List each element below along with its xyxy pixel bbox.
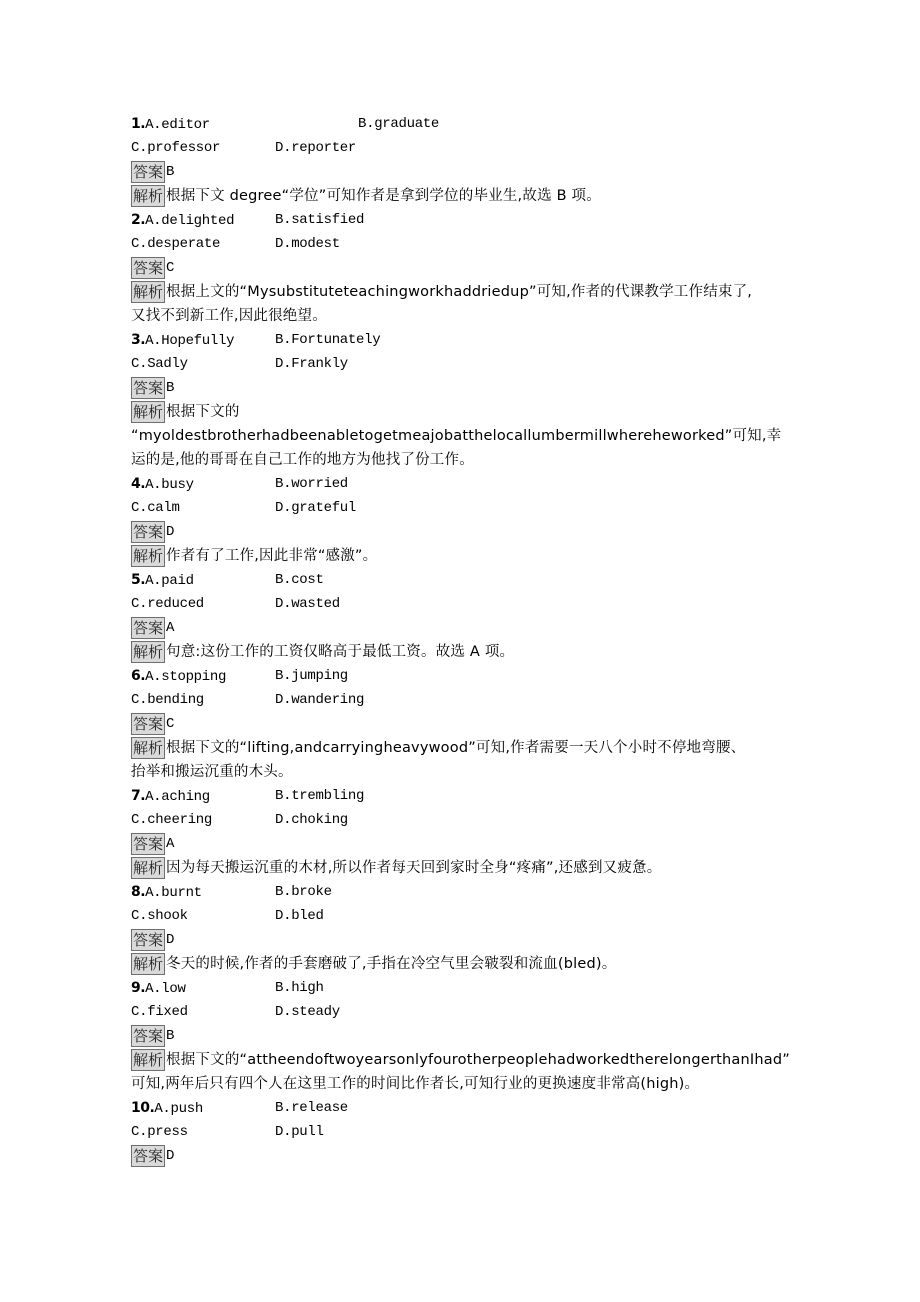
option-b: B.satisfied — [275, 212, 365, 228]
question-number: 3. — [131, 332, 146, 348]
explanation-text: “myoldestbrotherhadbeenabletogetmeajobatthelocallumbermillwhereheworked”可知,幸 — [131, 428, 782, 444]
answer-label: 答案 — [133, 619, 164, 637]
option-a: A.push — [154, 1101, 203, 1117]
option-b: B.high — [275, 980, 324, 996]
answer-row — [131, 1024, 801, 1048]
explanation-row — [131, 736, 801, 760]
options-row-ab — [131, 664, 801, 688]
option-c: C.professor — [131, 140, 221, 156]
option-b: B.Fortunately — [275, 332, 381, 348]
question-1 — [131, 112, 801, 208]
question-8 — [131, 880, 801, 976]
answer-value: D — [166, 932, 175, 948]
option-a: A.delighted — [145, 213, 235, 229]
option-c: C.fixed — [131, 1004, 188, 1020]
answer-value: C — [166, 716, 175, 732]
question-number: 1. — [131, 116, 146, 132]
explanation-row — [131, 640, 801, 664]
option-a: A.Hopefully — [145, 333, 235, 349]
option-d: D.wasted — [275, 596, 340, 612]
answer-value: B — [166, 380, 175, 396]
options-row-ab — [131, 472, 801, 496]
explanation-continuation — [131, 304, 801, 328]
answer-row — [131, 832, 801, 856]
option-c: C.shook — [131, 908, 188, 924]
explanation-continuation — [131, 760, 801, 784]
answer-label: 答案 — [133, 379, 164, 397]
answer-row — [131, 520, 801, 544]
answer-value: B — [166, 1028, 175, 1044]
explanation-continuation — [131, 424, 801, 448]
question-number: 10. — [131, 1100, 155, 1116]
options-row-cd — [131, 592, 801, 616]
options-row-ab — [131, 328, 801, 352]
option-c: C.calm — [131, 500, 180, 516]
explanation-label: 解析 — [133, 1051, 164, 1070]
explanation-row — [131, 544, 801, 568]
answer-row — [131, 712, 801, 736]
explanation-text: 可知,两年后只有四个人在这里工作的时间比作者长,可知行业的更换速度非常高(high)。 — [131, 1076, 700, 1092]
explanation-text: 抬举和搬运沉重的木头。 — [131, 764, 293, 780]
option-a: A.editor — [145, 117, 210, 133]
option-b: B.broke — [275, 884, 332, 900]
answer-label: 答案 — [133, 835, 164, 853]
option-a: A.low — [145, 981, 186, 997]
answer-value: B — [166, 164, 175, 180]
options-row-ab — [131, 208, 801, 232]
explanation-continuation — [131, 448, 801, 472]
option-b: B.jumping — [275, 668, 348, 684]
option-a: A.burnt — [145, 885, 202, 901]
options-row-ab — [131, 976, 801, 1000]
explanation-row — [131, 1048, 801, 1072]
question-10 — [131, 1096, 801, 1168]
explanation-label: 解析 — [133, 955, 164, 974]
options-row-cd — [131, 688, 801, 712]
answer-value: D — [166, 1148, 175, 1164]
answer-label: 答案 — [133, 523, 164, 541]
options-row-ab — [131, 784, 801, 808]
answer-label: 答案 — [133, 715, 164, 733]
options-row-ab — [131, 880, 801, 904]
option-c: C.cheering — [131, 812, 213, 828]
option-d: D.wandering — [275, 692, 365, 708]
answer-value: D — [166, 524, 175, 540]
answer-label: 答案 — [133, 1027, 164, 1045]
question-2 — [131, 208, 801, 328]
explanation-text: 冬天的时候,作者的手套磨破了,手指在冷空气里会皲裂和流血(bled)。 — [166, 956, 617, 972]
option-d: D.steady — [275, 1004, 340, 1020]
answer-row — [131, 376, 801, 400]
explanation-label: 解析 — [133, 187, 164, 206]
option-d: D.bled — [275, 908, 324, 924]
option-a: A.stopping — [145, 669, 227, 685]
explanation-label: 解析 — [133, 283, 164, 302]
answer-value: A — [166, 836, 175, 852]
explanation-text: 又找不到新工作,因此很绝望。 — [131, 308, 327, 324]
question-6 — [131, 664, 801, 784]
options-row-cd — [131, 1000, 801, 1024]
options-row-cd — [131, 232, 801, 256]
explanation-row — [131, 400, 801, 424]
question-number: 2. — [131, 212, 146, 228]
question-4 — [131, 472, 801, 568]
answer-row — [131, 1144, 801, 1168]
explanation-label: 解析 — [133, 547, 164, 566]
option-b: B.cost — [275, 572, 324, 588]
explanation-label: 解析 — [133, 403, 164, 422]
explanation-text: 根据下文的 — [166, 404, 240, 420]
question-number: 8. — [131, 884, 146, 900]
options-row-cd — [131, 136, 801, 160]
explanation-text: 根据下文 degree“学位”可知作者是拿到学位的毕业生,故选 B 项。 — [166, 188, 601, 204]
explanation-continuation — [131, 1072, 801, 1096]
option-d: D.modest — [275, 236, 340, 252]
options-row-cd — [131, 808, 801, 832]
explanation-text: 因为每天搬运沉重的木材,所以作者每天回到家时全身“疼痛”,还感到又疲惫。 — [166, 860, 662, 876]
question-3 — [131, 328, 801, 472]
option-c: C.reduced — [131, 596, 204, 612]
options-row-cd — [131, 496, 801, 520]
question-number: 6. — [131, 668, 146, 684]
option-d: D.pull — [275, 1124, 324, 1140]
explanation-label: 解析 — [133, 859, 164, 878]
option-b: B.worried — [275, 476, 348, 492]
question-9 — [131, 976, 801, 1096]
answer-value: A — [166, 620, 175, 636]
option-b: B.release — [275, 1100, 348, 1116]
explanation-text: 作者有了工作,因此非常“感激”。 — [166, 548, 378, 564]
question-number: 5. — [131, 572, 146, 588]
option-b: B.trembling — [275, 788, 365, 804]
answer-value: C — [166, 260, 175, 276]
answer-row — [131, 616, 801, 640]
option-a: A.paid — [145, 573, 194, 589]
explanation-text: 根据下文的“attheendoftwoyearsonlyfourotherpeoplehadworkedtherelongerthanIhad” — [166, 1052, 790, 1068]
explanation-row — [131, 856, 801, 880]
explanation-label: 解析 — [133, 643, 164, 662]
options-row-cd — [131, 904, 801, 928]
options-row-ab — [131, 1096, 801, 1120]
options-row-cd — [131, 1120, 801, 1144]
option-a: A.aching — [145, 789, 210, 805]
options-row-cd — [131, 352, 801, 376]
explanation-row — [131, 184, 801, 208]
explanation-label: 解析 — [133, 739, 164, 758]
answer-row — [131, 160, 801, 184]
explanation-text: 句意:这份工作的工资仅略高于最低工资。故选 A 项。 — [166, 644, 515, 660]
explanation-row — [131, 952, 801, 976]
option-c: C.bending — [131, 692, 204, 708]
question-number: 4. — [131, 476, 146, 492]
answer-row — [131, 928, 801, 952]
option-d: D.choking — [275, 812, 348, 828]
option-a: A.busy — [145, 477, 194, 493]
explanation-text: 根据下文的“lifting,andcarryingheavywood”可知,作者需要一天八个小时不停地弯腰、 — [166, 740, 746, 756]
answer-row — [131, 256, 801, 280]
option-d: D.Frankly — [275, 356, 348, 372]
answer-label: 答案 — [133, 163, 164, 181]
option-d: D.grateful — [275, 500, 357, 516]
option-d: D.reporter — [275, 140, 357, 156]
question-number: 9. — [131, 980, 146, 996]
options-row-ab — [131, 112, 801, 136]
option-c: C.press — [131, 1124, 188, 1140]
answer-label: 答案 — [133, 931, 164, 949]
question-5 — [131, 568, 801, 664]
explanation-row — [131, 280, 801, 304]
answer-key-document — [131, 112, 801, 1168]
answer-label: 答案 — [133, 1147, 164, 1165]
option-c: C.desperate — [131, 236, 221, 252]
explanation-text: 运的是,他的哥哥在自己工作的地方为他找了份工作。 — [131, 452, 474, 468]
option-b: B.graduate — [358, 116, 440, 132]
answer-label: 答案 — [133, 259, 164, 277]
question-number: 7. — [131, 788, 146, 804]
option-c: C.Sadly — [131, 356, 188, 372]
options-row-ab — [131, 568, 801, 592]
question-7 — [131, 784, 801, 880]
explanation-text: 根据上文的“Mysubstituteteachingworkhaddriedup”可知,作者的代课教学工作结束了, — [166, 284, 753, 300]
